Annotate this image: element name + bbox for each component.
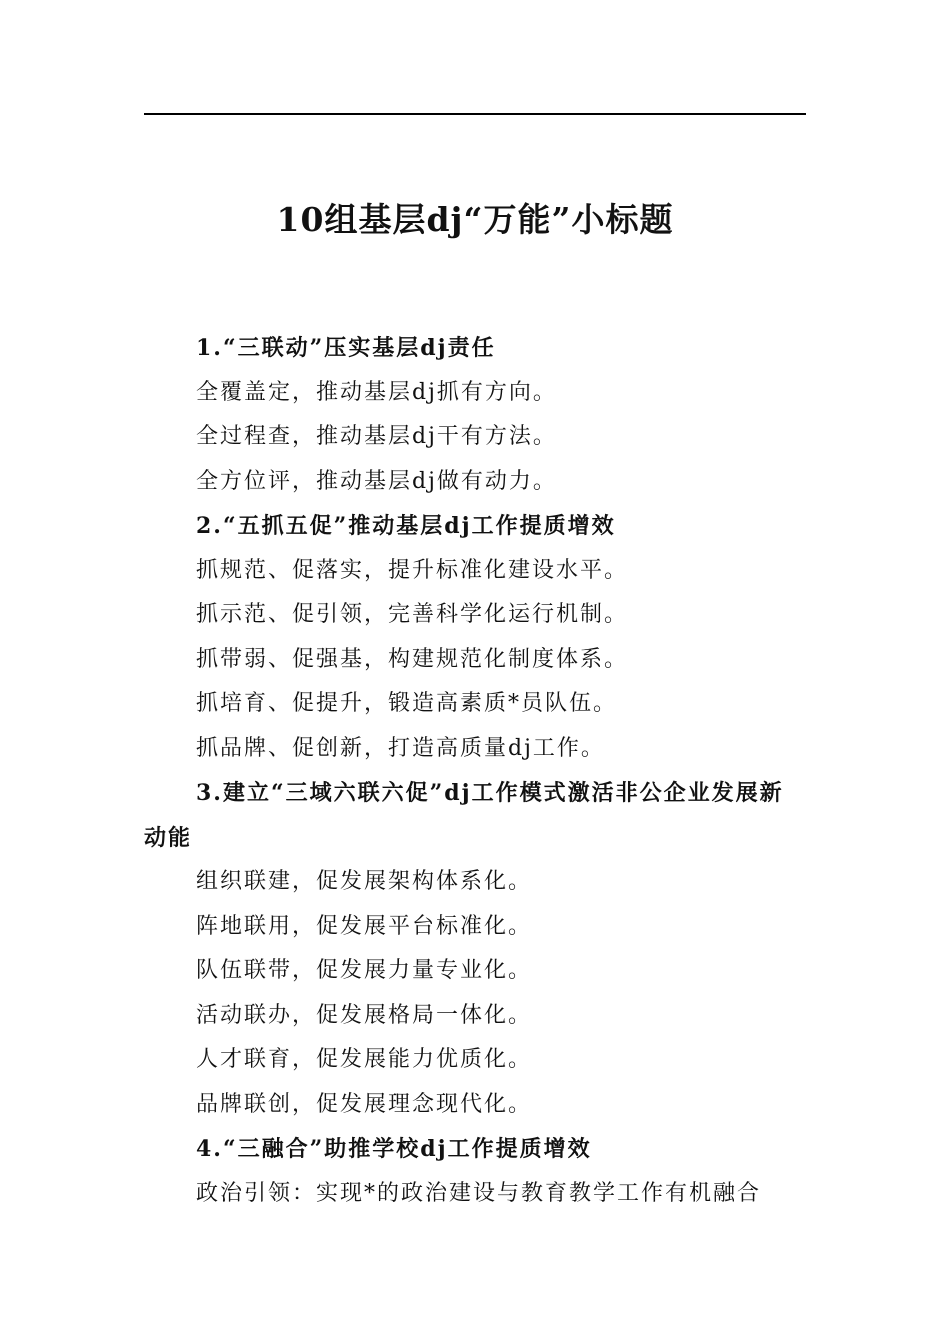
list-item: 全覆盖定，推动基层dj抓有方向。 <box>196 379 557 405</box>
list-item: 活动联办，促发展格局一体化。 <box>196 1002 533 1028</box>
section-heading: 1.“三联动”压实基层dj责任 <box>196 335 496 361</box>
list-item: 抓品牌、促创新，打造高质量dj工作。 <box>196 735 605 761</box>
document-body <box>144 326 806 1216</box>
section-heading: 4.“三融合”助推学校dj工作提质增效 <box>196 1136 592 1162</box>
document-title: 10组基层dj“万能”小标题 <box>276 200 674 239</box>
list-item: 抓带弱、促强基，构建规范化制度体系。 <box>196 646 629 672</box>
list-item: 组织联建，促发展架构体系化。 <box>196 869 533 894</box>
section-heading: 2.“五抓五促”推动基层dj工作提质增效 <box>196 513 616 539</box>
list-item: 全过程查，推动基层dj干有方法。 <box>196 424 557 449</box>
list-item: 品牌联创，促发展理念现代化。 <box>196 1091 533 1117</box>
list-item: 队伍联带，促发展力量专业化。 <box>196 958 533 983</box>
list-item: 抓培育、促提升，锻造高素质*员队伍。 <box>196 691 618 716</box>
list-item: 阵地联用，促发展平台标准化。 <box>196 913 533 939</box>
section-heading: 3.建立“三域六联六促”dj工作模式激活非公企业发展新动能 <box>144 780 784 851</box>
list-item: 政治引领：实现*的政治建设与教育教学工作有机融合 <box>196 1180 762 1206</box>
header-rule <box>144 113 806 115</box>
list-item: 全方位评，推动基层dj做有动力。 <box>196 468 557 494</box>
list-item: 抓规范、促落实，提升标准化建设水平。 <box>196 557 629 583</box>
list-item: 人才联育，促发展能力优质化。 <box>196 1047 533 1072</box>
list-item: 抓示范、促引领，完善科学化运行机制。 <box>196 602 629 627</box>
